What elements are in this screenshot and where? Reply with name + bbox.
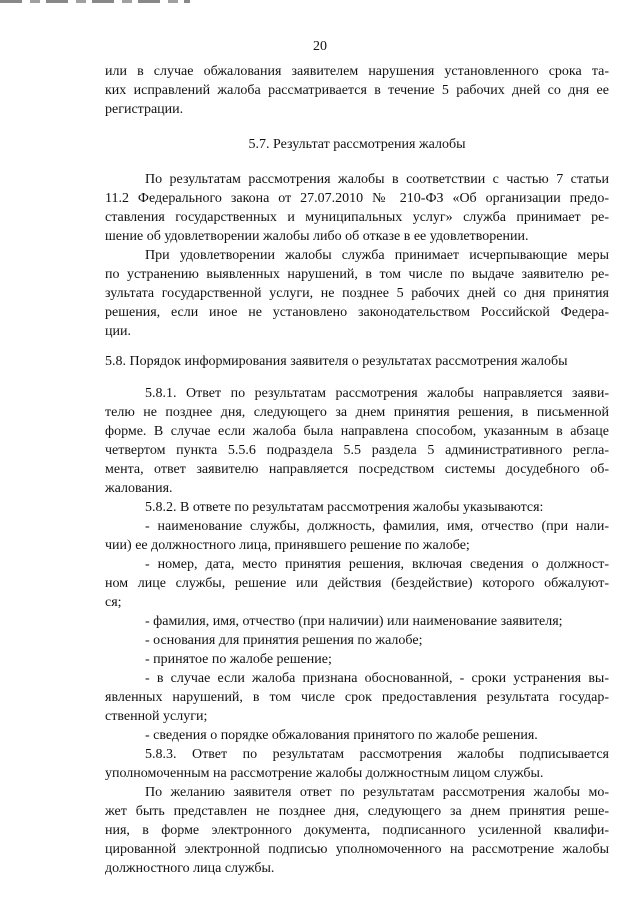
text-line: ставления государственных и муниципальных услуг» служба принимает ре- xyxy=(105,210,609,225)
text-line: решения, если иное не установлено законодательством Российской Федера- xyxy=(105,305,609,320)
text-line: шение об удовлетворении жалобы либо об отказе в ее удовлетворении. xyxy=(105,229,529,244)
text-line: мента, ответ заявителю направляется посредством системы досудебного об- xyxy=(105,462,609,477)
text-line: ких исправлений жалоба рассматривается в течение 5 рабочих дней со дня ее xyxy=(105,83,609,98)
text-line: 11.2 Федерального закона от 27.07.2010 № 210-ФЗ «Об организации предо- xyxy=(105,191,609,206)
section-heading-5-7: 5.7. Результат рассмотрения жалобы xyxy=(248,137,466,152)
text-line: По результатам рассмотрения жалобы в соответствии с частью 7 статьи xyxy=(145,172,609,187)
page-number: 20 xyxy=(313,39,327,54)
text-line: 5.8.2. В ответе по результатам рассмотрения жалобы указываются: xyxy=(145,500,544,515)
text-line: ственной услуги; xyxy=(105,709,208,724)
list-item: - номер, дата, место принятия решения, включая сведения о должност- xyxy=(145,557,609,572)
scan-artifact xyxy=(0,0,190,3)
text-line: ся; xyxy=(105,595,122,610)
text-line: телю не позднее дня, следующего за днем принятия решения, в письменной xyxy=(105,405,609,420)
list-item: - основания для принятия решения по жалобе; xyxy=(145,633,423,648)
text-line: или в случае обжалования заявителем нарушения установленного срока та- xyxy=(105,64,609,79)
text-line: ции. xyxy=(105,324,131,339)
list-item: - сведения о порядке обжалования принятого по жалобе решения. xyxy=(145,728,538,743)
text-line: ном лице службы, решение или действия (бездействие) которого обжалуют- xyxy=(105,576,609,591)
section-heading-5-8: 5.8. Порядок информирования заявителя о результатах рассмотрения жалобы xyxy=(105,354,568,369)
text-line: зультата государственной услуги, не позднее 5 рабочих дней со дня принятия xyxy=(105,286,609,301)
text-line: явленных нарушений, в том числе срок предоставления результата государ- xyxy=(105,690,609,705)
text-line: уполномоченным на рассмотрение жалобы должностным лицом службы. xyxy=(105,766,544,781)
list-item: - фамилия, имя, отчество (при наличии) или наименование заявителя; xyxy=(145,614,563,629)
text-line: ния, в форме электронного документа, подписанного усиленной квалифи- xyxy=(105,823,609,838)
text-line: По желанию заявителя ответ по результатам рассмотрения жалобы мо- xyxy=(145,785,609,800)
text-line: чии) ее должностного лица, принявшего решение по жалобе; xyxy=(105,538,470,553)
text-line: цированной электронной подписью уполномоченного на рассмотрение жалобы xyxy=(105,842,609,857)
text-line: жалования. xyxy=(105,481,173,496)
text-line: четвертом пункта 5.5.6 подраздела 5.5 раздела 5 административного регла- xyxy=(105,443,609,458)
text-line: жет быть представлен не позднее дня, следующего за днем принятия реше- xyxy=(105,804,609,819)
text-line: должностного лица службы. xyxy=(105,861,275,876)
list-item: - принятое по жалобе решение; xyxy=(145,652,332,667)
text-line: регистрации. xyxy=(105,102,184,117)
text-line: 5.8.1. Ответ по результатам рассмотрения жалобы направляется заяви- xyxy=(145,386,609,401)
text-line: форме. В случае если жалоба была направлена способом, указанным в абзаце xyxy=(105,424,609,439)
list-item: - наименование службы, должность, фамилия, имя, отчество (при нали- xyxy=(145,519,609,534)
list-item: - в случае если жалоба признана обоснованной, - сроки устранения вы- xyxy=(145,671,609,686)
text-line: При удовлетворении жалобы служба принимает исчерпывающие меры xyxy=(145,248,609,263)
text-line: 5.8.3. Ответ по результатам рассмотрения жалобы подписывается xyxy=(145,747,609,762)
text-line: по устранению выявленных нарушений, в том числе по выдаче заявителю ре- xyxy=(105,267,609,282)
